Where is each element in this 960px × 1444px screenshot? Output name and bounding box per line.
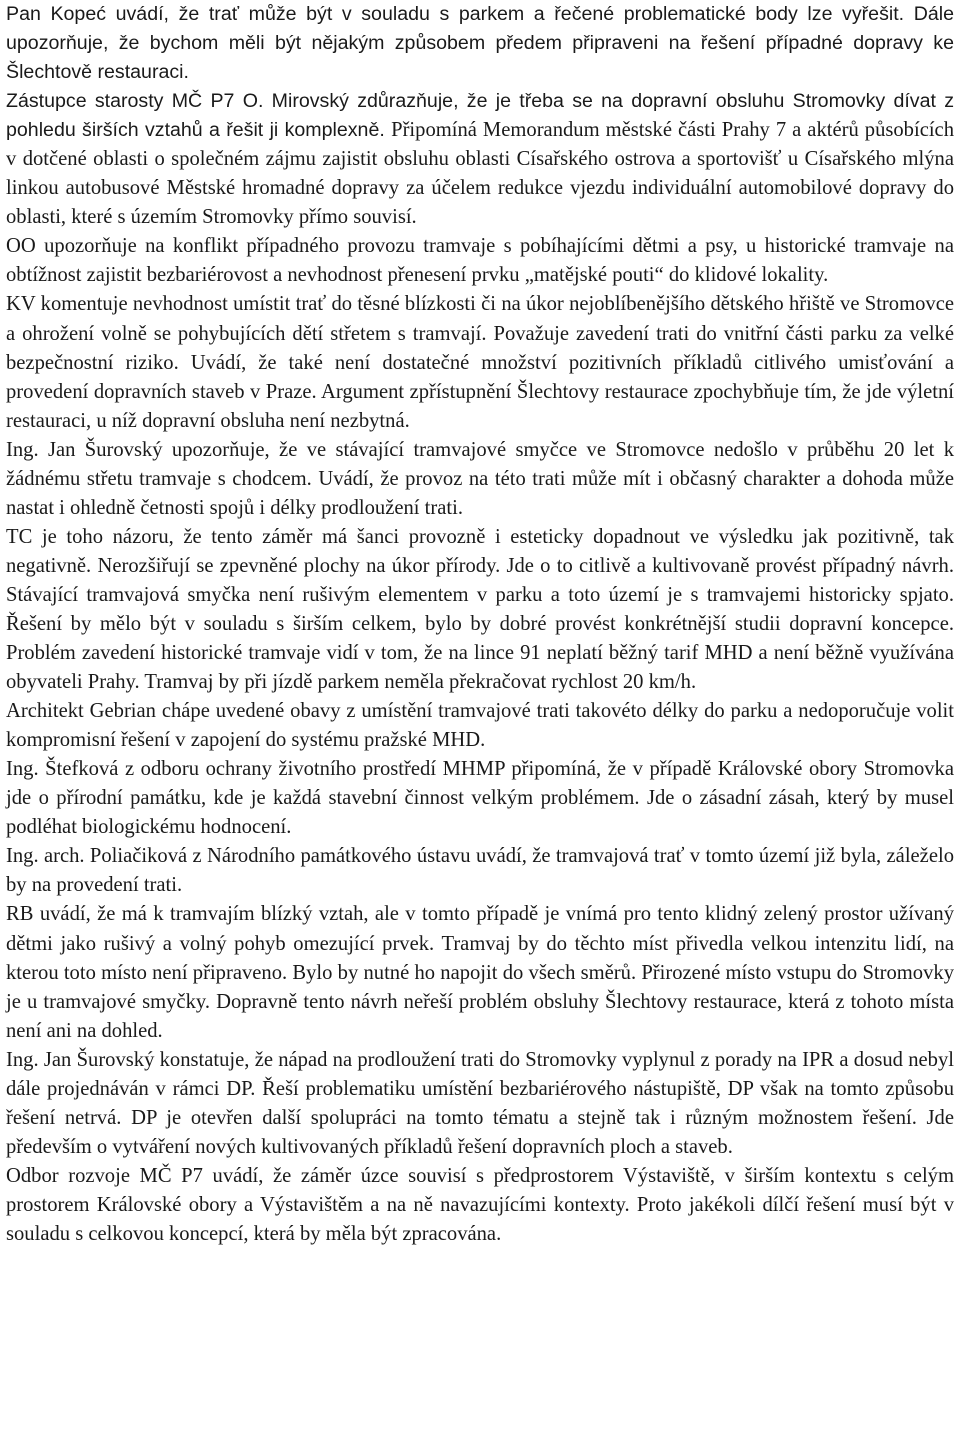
paragraph-gebrian: [6, 697, 954, 755]
paragraph-text: Ing. arch. Poliačiková z Národního památkového ústavu uvádí, že tramvajová trať v tomto území již byla, záleželo by na provedení trati.: [6, 845, 954, 897]
paragraph-text-memorandum: Připomíná Memorandum městské části Prahy 7 a aktérů působících v dotčené oblasti o společném zájmu zajistit obsluhu oblasti Císařského ostrova a sportovišť u Císařského mlýna linkou autobusové Městské hromadné dopravy za účelem redukce vjezdu individuální automobilové dopravy do oblasti, které s územím Stromovky přímo souvisí.: [6, 119, 954, 229]
paragraph-text: Ing. Štefková z odboru ochrany životního prostředí MHMP připomíná, že v případě Královské obory Stromovka jde o přírodní památku, kde je každá stavební činnost velkým problémem. Jde o zásadní zásah, který by musel podléhat biologickému hodnocení.: [6, 758, 954, 839]
paragraph-stefkova: [6, 755, 954, 842]
paragraph-oo: [6, 232, 954, 290]
paragraph-text: TC je toho názoru, že tento záměr má šanci provozně i esteticky dopadnout ve výsledku jak pozitivně, tak negativně. Nerozšiřují se zpevněné plochy na úkor přírody. Jde o to citlivě a kultivovaně provést případný návrh. Stávající tramvajová smyčka není rušivým elementem v parku a toto území je s tramvajemi historicky spjato. Řešení by mělo být v souladu s širším celkem, bylo by dobré provést konkrétnější studii dopravní koncepce. Problém zavedení historické tramvaje vidí v tom, že na lince 91 neplatí běžný tarif MHD a není běžně využívána obyvateli Prahy. Tramvaj by při jízdě parkem neměla překračovat rychlost 20 km/h.: [6, 525, 954, 694]
paragraph-surovsky-2: [6, 1046, 954, 1162]
paragraph-kv: [6, 290, 954, 435]
paragraph-text: RB uvádí, že má k tramvajím blízký vztah, ale v tomto případě je vnímá pro tento klidný zelený prostor užívaný dětmi jako rušivý a volný pohyb omezující prvek. Tramvaj by do těchto míst přivedla velkou intenzitu lidí, na kterou toto místo není připraveno. Bylo by nutné ho napojit do všech směrů. Přirozené místo vstupu do Stromovky je u tramvajové smyčky. Dopravně tento návrh neřeší problém obsluhy Šlechtovy restaurace, která z tohoto místa není ani na dohled.: [6, 903, 954, 1042]
paragraph-text: Architekt Gebrian chápe uvedené obavy z umístění tramvajové trati takovéto délky do parku a nedoporučuje volit kompromisní řešení v zapojení do systému pražské MHD.: [6, 700, 954, 752]
paragraph-text: Odbor rozvoje MČ P7 uvádí, že záměr úzce souvisí s předprostorem Výstaviště, v širším kontextu s celým prostorem Královské obory a Výstavištěm a na ně navazujícími kontexty. Proto jakékoli dílčí řešení musí být v souladu s celkovou koncepcí, která by měla být zpracována.: [6, 1164, 954, 1245]
paragraph-text: Ing. Jan Šurovský upozorňuje, že ve stávající tramvajové smyčce ve Stromovce nedošlo v průběhu 20 let k žádnému střetu tramvaje s chodcem. Uvádí, že provoz na této trati může mít i občasný charakter a dohoda může nastat i ohledně četnosti spojů i délky prodloužení trati.: [6, 438, 954, 519]
paragraph-rb: [6, 900, 954, 1045]
paragraph-tc: [6, 523, 954, 697]
paragraph-text: Pan Kopeć uvádí, že trať může být v souladu s parkem a řečené problematické body lze vyřešit. Dále upozorňuje, že bychom měli být nějakým způsobem předem připraveni na řešení případné dopravy ke Šlechtově restauraci.: [6, 3, 954, 84]
paragraph-text: Ing. Jan Šurovský konstatuje, že nápad na prodloužení trati do Stromovky vyplynul z porady na IPR a dosud nebyl dále projednáván v rámci DP. Řeší problematiku umístění bezbariérového nástupiště, DP však na tomto způsobu řešení netrvá. DP je otevřen další spolupráci na tomto tématu a stejně tak i různým možnostem řešení. Jde především o vytváření nových kultivovaných příkladů řešení dopravních ploch a staveb.: [6, 1048, 954, 1158]
paragraph-odbor-rozvoje: [6, 1162, 954, 1249]
paragraph-surovsky-1: [6, 436, 954, 523]
document-page: [6, 0, 954, 1249]
paragraph-text: KV komentuje nevhodnost umístit trať do těsné blízkosti či na úkor nejoblíbenějšího dětského hřiště ve Stromovce a ohrožení volně se pohybujících dětí střetem s tramvají. Považuje zavedení trati do vnitřní části parku za velké bezpečnostní riziko. Uvádí, že také není dostatečné množství pozitivních příkladů citlivého umisťování a provedení dopravních staveb v Praze. Argument zpřístupnění Šlechtovy restaurace zpochybňuje tím, že jde výletní restauraci, u níž dopravní obsluha není nezbytná.: [6, 293, 954, 432]
paragraph-text: OO upozorňuje na konflikt případného provozu tramvaje s pobíhajícími dětmi a psy, u historické tramvaje na obtížnost zajistit bezbariérovost a nevhodnost přenesení prvku „matějské pouti“ do klidové lokality.: [6, 235, 954, 287]
paragraph-mirovsky: [6, 87, 954, 232]
paragraph-poliacikova: [6, 842, 954, 900]
paragraph-kopec: [6, 0, 954, 87]
paragraph-text: Zástupce starosty MČ P7 O. Mirovský zdůrazňuje, že je třeba se na dopravní obsluhu Stromovky dívat z pohledu širších vztahů a řešit ji komplexně.: [6, 90, 954, 142]
